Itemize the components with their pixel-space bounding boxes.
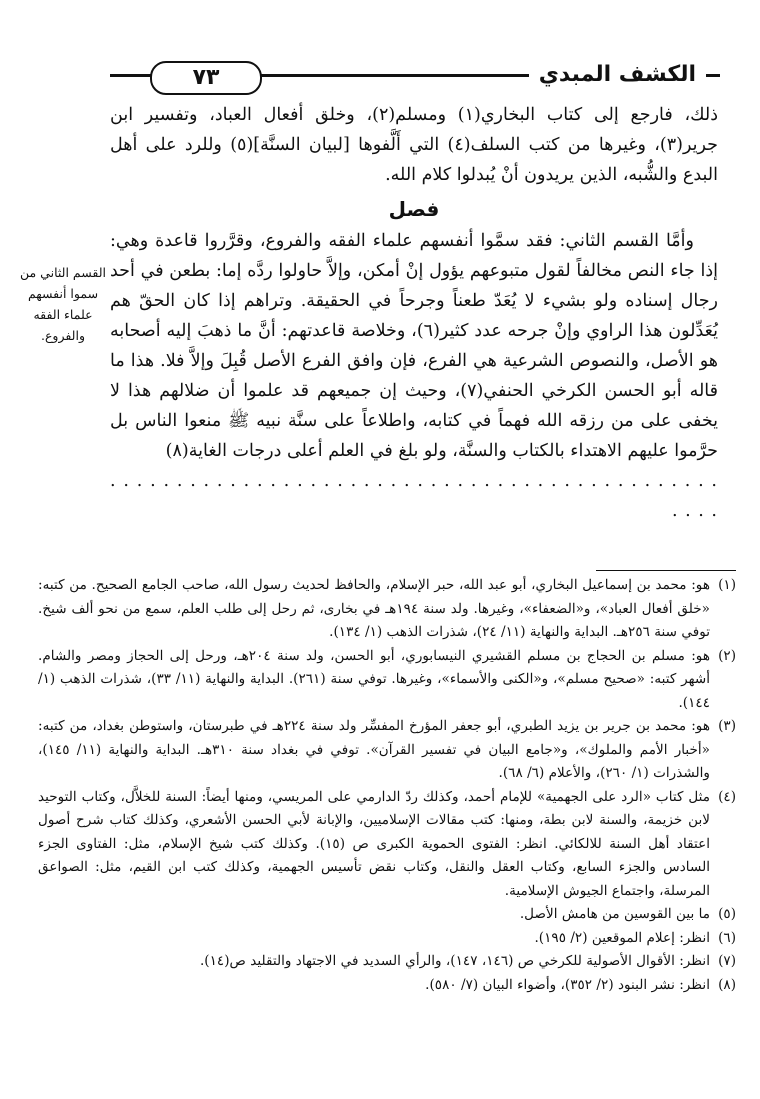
footnote-number: (٦) <box>718 929 736 946</box>
footnote-divider <box>596 570 736 571</box>
footnote-number: (٢) <box>718 647 736 664</box>
footnote-number: (٧) <box>718 953 736 969</box>
footnote-text: هو: مسلم بن الحجاج بن مسلم القشيري النيسابوري، أبو الحسن، ولد سنة ٢٠٤هـ، ورحل إلى الحجاز ومصر والشام. أشهر كتبه: «صحيح مسلم»، و«الكنى والأسماء»، وغيرها. توفي سنة (٢٦١). البداية والنهاية (١١/ ٣٣)، شذرات الذهب (١/ ١٤٤). <box>38 647 711 711</box>
main-text <box>110 100 718 526</box>
footnote-text: ما بين القوسين من هامش الأصل. <box>519 906 710 922</box>
footnote-number: (٤) <box>718 788 736 805</box>
footnotes <box>38 574 736 997</box>
footnote-text: انظر: إعلام الموقعين (٢/ ١٩٥). <box>534 929 710 946</box>
page-header <box>110 58 720 94</box>
footnote-4 <box>38 786 736 904</box>
trailing-dots: . . . . . . . . . . . . . . . . . . . . . . . . . . . . . . . . . . . . . . . . . . . . . . . . . . <box>110 471 718 521</box>
footnote-text: هو: محمد بن إسماعيل البخاري، أبو عبد الله، حبر الإسلام، والحافظ لحديث رسول الله، صاحب الجامع الصحيح. من كتبه: «خلق أفعال العباد»، و«الضعفاء»، وغيرها. ولد سنة ١٩٤هـ في بخارى، ثم رحل إلى طلب العلم، سمع من نحو ألف شيخ. توفي سنة ٢٥٦هـ. البداية والنهاية (١١/ ٢٤)، شذرات الذهب (١/ ١٣٤). <box>38 577 710 640</box>
footnote-text: هو: محمد بن جرير بن يزيد الطبري، أبو جعفر المؤرخ المفسِّر ولد سنة ٢٢٤هـ في طبرستان، واستوطن بغداد، من كتبه: «أخبار الأمم والملوك»، و«جامع البيان في تفسير القرآن». توفي في بغداد سنة ٣١٠هـ. البداية والنهاية (١١/ ١٤٥)، والشذرات (١/ ٢٦٠)، والأعلام (٦/ ٦٨). <box>38 718 710 781</box>
section-heading: فصل <box>388 197 440 221</box>
footnote-text: انظر: الأقوال الأصولية للكرخي ص (١٤٦، ١٤٧)، والرأي السديد في الاجتهاد والتقليد ص(١٤). <box>199 953 710 969</box>
page-number: ٧٣ <box>150 61 262 95</box>
footnote-text: انظر: نشر البنود (٢/ ٣٥٢)، وأضواء البيان (٧/ ٥٨٠). <box>425 976 710 993</box>
book-title: الكشف المبدي <box>529 58 706 92</box>
footnote-2 <box>38 645 736 716</box>
footnote-number: (٨) <box>718 976 736 993</box>
paragraph-2: وأمَّا القسم الثاني: فقد سمَّوا أنفسهم علماء الفقه والفروع، وقرَّروا قاعدة وهي: إذا جاء النص مخالفاً لقول متبوعهم يؤول إنْ أمكن، وإلاَّ حاولوا ردَّه إما: بطعن في أحد رجال إسناده ولو بشيء لا يُعَدّ طعناً وجرحاً في الحقيقة. وتراهم إذا كان الحقّ هم يُعَدِّلون هذا الراوي وإنْ جرحه عدد كثير(٦)، وخلاصة قاعدتهم: أنَّ ما ذهبَ إليه أصحابه هو الأصل، والنصوص الشرعية هي الفرع، فإن وافق الفرع الأصل قُبِلَ وإلاَّ فلا. هذا ما قاله أبو الحسن الكرخي الحنفي(٧)، وحيث إن جميعهم قد علموا أن ضلالهم هذا لا يخفى على من رزقه الله فهماً في كتابه، واطلاعاً على سنَّة نبيه ﷺ منعوا الناس بل حرَّموا عليهم الاهتداء بالكتاب والسنَّة، ولو بلغ في العلم أعلى درجات الغاية(٨) <box>110 231 718 461</box>
footnote-3 <box>38 715 736 786</box>
footnote-7 <box>38 950 736 974</box>
footnote-number: (٥) <box>718 906 736 922</box>
footnote-text: مثل كتاب «الرد على الجهمية» للإمام أحمد، وكذلك ردّ الدارمي على المريسي، ومنها أيضاً: السنة للخلاَّل، وكتاب التوحيد لابن خزيمة، والسنة لابن بطة، ومنها: كتب مقالات الإسلاميين، والإبانة لأبي الحسن الأشعري، وكذلك كتاب شرح أصول اعتقاد أهل السنة للالكائي. انظر: الفتوى الحموية الكبرى ص (١٥). وكذلك كتب شيخ الإسلام، مثل: الفتاوى الجزء السادس والجزء السابع، وكتاب العقل والنقل، وكتاب نقض تأسيس الجهمية، وكذلك كتب ابن القيم، مثل: الصواعق المرسلة، واجتماع الجيوش الإسلامية. <box>38 788 710 899</box>
paragraph-1: ذلك، فارجع إلى كتاب البخاري(١) ومسلم(٢)، وخلق أفعال العباد، وتفسير ابن جرير(٣)، وغيرها من كتب السلف(٤) التي أَلَّفوها [لبيان السنَّة](٥) وللرد على أهل البدع والشُّبه، الذين يريدون أنْ يُبدلوا كلام الله. <box>110 105 718 185</box>
footnote-number: (١) <box>718 577 736 593</box>
margin-note: القسم الثاني من سموا أنفسهم علماء الفقه والفروع. <box>20 265 106 343</box>
footnote-6 <box>38 927 736 951</box>
footnote-1 <box>38 574 736 645</box>
footnote-number: (٣) <box>718 718 736 734</box>
footnote-8 <box>38 974 736 998</box>
footnote-5 <box>38 903 736 927</box>
